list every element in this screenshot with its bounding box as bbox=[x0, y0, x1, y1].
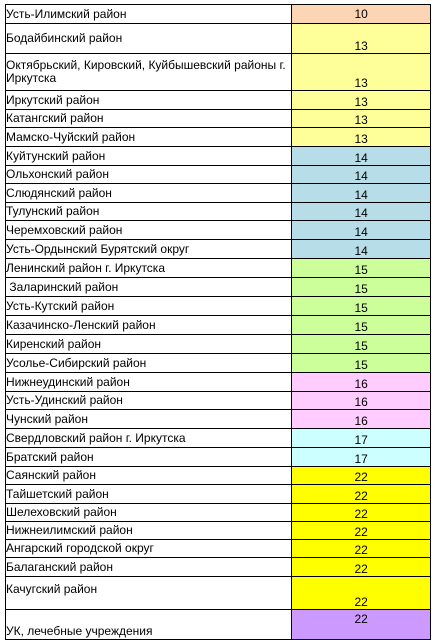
district-value-cell: 14 bbox=[292, 166, 431, 184]
district-name-cell: Слюдянский район bbox=[6, 184, 292, 203]
district-value-cell: 16 bbox=[292, 392, 431, 410]
district-value-cell: 22 bbox=[292, 577, 431, 610]
district-name-cell: Ольхонский район bbox=[6, 166, 292, 184]
district-value-cell: 13 bbox=[292, 54, 431, 91]
district-value-cell: 16 bbox=[292, 373, 431, 392]
district-value-cell: 15 bbox=[292, 278, 431, 297]
district-name-cell: Усть-Ордынский Бурятский округ bbox=[6, 240, 292, 259]
district-value-cell: 17 bbox=[292, 429, 431, 448]
table-row bbox=[6, 577, 431, 610]
table-row bbox=[6, 297, 431, 316]
district-value-cell: 22 bbox=[292, 540, 431, 558]
district-value-cell: 13 bbox=[292, 91, 431, 110]
district-value-cell: 22 bbox=[292, 485, 431, 504]
district-name-cell: Киренский район bbox=[6, 335, 292, 354]
district-name-cell: Бодайбинский район bbox=[6, 24, 292, 54]
table-row bbox=[6, 354, 431, 373]
table-row bbox=[6, 467, 431, 485]
district-value-cell: 15 bbox=[292, 335, 431, 354]
district-value-cell: 10 bbox=[292, 5, 431, 24]
district-value-cell: 14 bbox=[292, 221, 431, 240]
table-row bbox=[6, 335, 431, 354]
table-row bbox=[6, 392, 431, 410]
district-value-cell: 16 bbox=[292, 410, 431, 429]
district-name-cell: УК, лечебные учреждения bbox=[6, 610, 292, 640]
district-value-cell: 22 bbox=[292, 522, 431, 540]
district-value-cell: 14 bbox=[292, 203, 431, 221]
district-value-cell: 13 bbox=[292, 110, 431, 128]
district-name-cell: Иркутский район bbox=[6, 91, 292, 110]
district-value-cell: 22 bbox=[292, 610, 431, 640]
district-table bbox=[5, 4, 431, 640]
district-name-cell: Качугский район bbox=[6, 577, 292, 610]
table-row bbox=[6, 166, 431, 184]
district-name-cell: Ленинский район г. Иркутска bbox=[6, 259, 292, 278]
table-row bbox=[6, 316, 431, 335]
table-row bbox=[6, 54, 431, 91]
table-row bbox=[6, 203, 431, 221]
district-name-cell: Усть-Удинский район bbox=[6, 392, 292, 410]
table-row bbox=[6, 540, 431, 558]
table-row bbox=[6, 184, 431, 203]
district-value-cell: 14 bbox=[292, 184, 431, 203]
district-name-cell: Усть-Кутский район bbox=[6, 297, 292, 316]
district-name-cell: Тайшетский район bbox=[6, 485, 292, 504]
table-row bbox=[6, 485, 431, 504]
district-name-cell: Казачинско-Ленский район bbox=[6, 316, 292, 335]
district-value-cell: 22 bbox=[292, 467, 431, 485]
table-row bbox=[6, 410, 431, 429]
district-name-cell: Октябрьский, Кировский, Куйбышевский районы г. Иркутска bbox=[6, 54, 292, 91]
table-row bbox=[6, 5, 431, 24]
table-row bbox=[6, 558, 431, 577]
district-name-cell: Балаганский район bbox=[6, 558, 292, 577]
district-name-cell: Нижнеилимский район bbox=[6, 522, 292, 540]
district-value-cell: 13 bbox=[292, 128, 431, 147]
district-name-cell: Саянский район bbox=[6, 467, 292, 485]
district-name-cell: Катангский район bbox=[6, 110, 292, 128]
table-row bbox=[6, 221, 431, 240]
district-name-cell: Тулунский район bbox=[6, 203, 292, 221]
district-value-cell: 15 bbox=[292, 316, 431, 335]
district-value-cell: 14 bbox=[292, 147, 431, 166]
district-name-cell: Братский район bbox=[6, 448, 292, 467]
table-row bbox=[6, 504, 431, 522]
district-name-cell: Мамско-Чуйский район bbox=[6, 128, 292, 147]
district-value-cell: 15 bbox=[292, 354, 431, 373]
district-value-cell: 22 bbox=[292, 558, 431, 577]
table-row bbox=[6, 128, 431, 147]
table-row bbox=[6, 259, 431, 278]
table-row bbox=[6, 147, 431, 166]
district-table-body bbox=[6, 5, 431, 640]
district-value-cell: 15 bbox=[292, 297, 431, 316]
district-value-cell: 13 bbox=[292, 24, 431, 54]
district-value-cell: 14 bbox=[292, 240, 431, 259]
table-row bbox=[6, 91, 431, 110]
table-row bbox=[6, 110, 431, 128]
district-name-cell: Черемховский район bbox=[6, 221, 292, 240]
district-name-cell: Ангарский городской округ bbox=[6, 540, 292, 558]
table-row bbox=[6, 448, 431, 467]
district-value-cell: 15 bbox=[292, 259, 431, 278]
district-name-cell: Шелеховский район bbox=[6, 504, 292, 522]
district-name-cell: Чунский район bbox=[6, 410, 292, 429]
table-row bbox=[6, 522, 431, 540]
district-name-cell: Заларинский район bbox=[6, 278, 292, 297]
district-name-cell: Куйтунский район bbox=[6, 147, 292, 166]
table-row bbox=[6, 24, 431, 54]
district-value-cell: 22 bbox=[292, 504, 431, 522]
district-name-cell: Свердловский район г. Иркутска bbox=[6, 429, 292, 448]
district-name-cell: Усть-Илимский район bbox=[6, 5, 292, 24]
district-name-cell: Усолье-Сибирский район bbox=[6, 354, 292, 373]
district-value-cell: 17 bbox=[292, 448, 431, 467]
district-name-cell: Нижнеудинский район bbox=[6, 373, 292, 392]
table-row bbox=[6, 373, 431, 392]
table-row bbox=[6, 429, 431, 448]
table-row bbox=[6, 278, 431, 297]
table-row bbox=[6, 240, 431, 259]
